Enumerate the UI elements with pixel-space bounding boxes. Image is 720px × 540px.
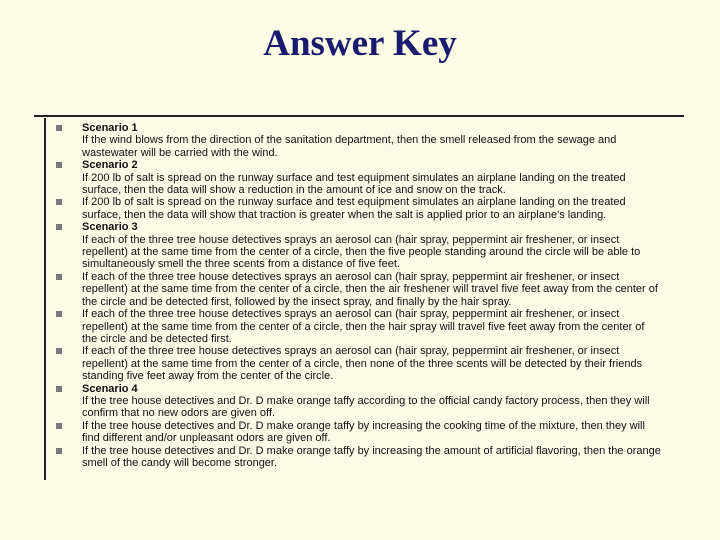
answer-text-line: repellent) at the same time from the center of a circle, then the air freshener will travel five feet away from the center of — [82, 283, 658, 296]
list-item — [56, 271, 716, 308]
answer-text-line: confirm that no new odors are given off. — [82, 407, 276, 420]
answer-text-line: If the tree house detectives and Dr. D make orange taffy by increasing the cooking time of the mixture, then they will — [82, 419, 645, 432]
horizontal-divider — [34, 115, 684, 117]
answer-text-line: repellent) at the same time from the center of a circle, then the five people standing around the circle will be able to — [82, 246, 641, 259]
page-title: Answer Key — [263, 23, 457, 64]
list-item — [56, 345, 716, 382]
square-bullet-icon — [56, 448, 62, 454]
square-bullet-icon — [56, 162, 62, 168]
answer-text-line: If each of the three tree house detectives sprays an aerosol can (hair spray, peppermint air freshener, or insect — [82, 233, 620, 246]
square-bullet-icon — [56, 224, 62, 230]
square-bullet-icon — [56, 274, 62, 280]
scenario-heading: Scenario 3 — [82, 221, 138, 234]
vertical-divider — [44, 118, 46, 480]
scenario-heading: Scenario 2 — [82, 159, 138, 172]
list-item — [56, 308, 716, 345]
list-item — [56, 420, 716, 445]
answer-text-line: If the wind blows from the direction of the sanitation department, then the smell released from the sewage and — [82, 134, 617, 147]
scenario-heading: Scenario 1 — [82, 122, 138, 134]
answer-text-line: If 200 lb of salt is spread on the runway surface and test equipment simulates an airplane landing on the treated — [82, 171, 626, 184]
list-item — [56, 122, 716, 159]
answer-text-line: repellent) at the same time from the center of a circle, then the hair spray will travel five feet away from the center of — [82, 320, 645, 333]
answer-text-line: If the tree house detectives and Dr. D make orange taffy by increasing the amount of artificial flavoring, then the orange — [82, 444, 661, 457]
answer-text-line: surface, then the data will show that traction is greater when the salt is applied prior to an airplane's landing. — [82, 208, 607, 221]
answer-list — [56, 122, 716, 469]
answer-text-line: If each of the three tree house detectives sprays an aerosol can (hair spray, peppermint air freshener, or insect — [82, 308, 620, 321]
answer-text-line: If each of the three tree house detectives sprays an aerosol can (hair spray, peppermint air freshener, or insect — [82, 270, 620, 283]
square-bullet-icon — [56, 311, 62, 317]
list-item — [56, 445, 716, 470]
answer-text-line: If each of the three tree house detectives sprays an aerosol can (hair spray, peppermint air freshener, or insect — [82, 345, 620, 358]
square-bullet-icon — [56, 199, 62, 205]
square-bullet-icon — [56, 423, 62, 429]
list-item — [56, 383, 716, 420]
answer-text-line: If the tree house detectives and Dr. D make orange taffy according to the official candy factory process, then they will — [82, 394, 650, 407]
scenario-heading: Scenario 4 — [82, 382, 138, 395]
answer-text-line: find different and/or unpleasant odors are given off. — [82, 432, 331, 445]
list-item — [56, 221, 716, 271]
answer-text-line: wastewater will be carried with the wind. — [82, 146, 278, 159]
answer-text-line: surface, then the data will show a reduction in the amount of ice and snow on the track. — [82, 184, 506, 197]
square-bullet-icon — [56, 125, 62, 131]
answer-text-line: simultaneously smell the three scents from a distance of five feet. — [82, 258, 400, 271]
answer-text-line: the circle and be detected first. — [82, 332, 232, 345]
answer-text-line: the circle and be detected first, followed by the insect spray, and finally by the hair spray. — [82, 295, 512, 308]
list-item — [56, 196, 716, 221]
answer-text-line: If 200 lb of salt is spread on the runway surface and test equipment simulates an airplane landing on the treated — [82, 196, 626, 209]
list-item — [56, 159, 716, 196]
answer-text-line: smell of the candy will become stronger. — [82, 456, 278, 469]
answer-text-line: repellent) at the same time from the center of a circle, then none of the three scents will be detected by their friends — [82, 357, 643, 370]
square-bullet-icon — [56, 386, 62, 392]
square-bullet-icon — [56, 348, 62, 354]
answer-text-line: standing five feet away from the center of the circle. — [82, 370, 334, 383]
